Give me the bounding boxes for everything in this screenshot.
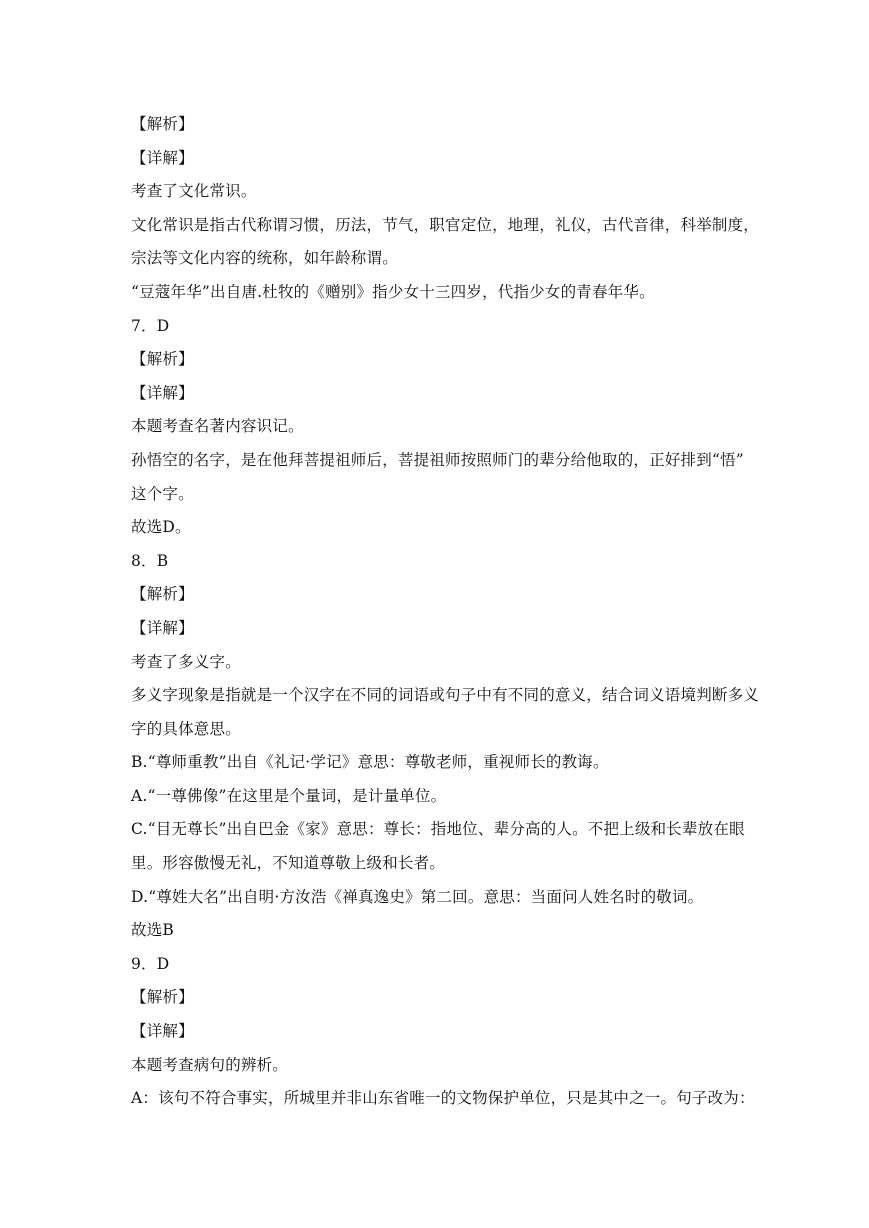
text-line: 孙悟空的名字，是在他拜菩提祖师后，菩提祖师按照师门的辈分给他取的，正好排到“悟” — [131, 450, 744, 469]
section-heading-detail: 【详解】 — [131, 148, 194, 167]
answer-explanation-text — [131, 108, 760, 1116]
section-heading-analysis: 【解析】 — [131, 115, 194, 133]
text-line: 这个字。 — [131, 484, 194, 503]
section-heading-detail: 【详解】 — [131, 1022, 194, 1041]
text-line: 考查了文化常识。 — [131, 182, 257, 201]
text-line: 故选D。 — [131, 518, 191, 537]
text-line: 多义字现象是指就是一个汉字在不同的词语或句子中有不同的意义，结合词义语境判断多义 — [131, 686, 760, 705]
text-line: “豆蔻年华”出自唐.杜牧的《赠别》指少女十三四岁，代指少女的青春年华。 — [131, 282, 655, 301]
section-heading-analysis: 【解析】 — [131, 350, 194, 369]
question-answer-8: 8．B — [131, 551, 169, 570]
text-line: 本题考查名著内容识记。 — [131, 417, 304, 436]
text-line: 文化常识是指古代称谓习惯，历法，节气，职官定位，地理，礼仪，古代音律，科举制度， — [131, 215, 760, 234]
text-line: 本题考查病句的辨析。 — [131, 1055, 289, 1074]
section-heading-detail: 【详解】 — [131, 383, 194, 402]
question-answer-7: 7．D — [131, 316, 170, 335]
question-answer-9: 9．D — [131, 954, 170, 973]
section-heading-analysis: 【解析】 — [131, 585, 194, 604]
text-line: 字的具体意思。 — [131, 719, 241, 738]
text-line: 宗法等文化内容的统称，如年龄称谓。 — [131, 249, 398, 268]
text-line: 故选B — [131, 921, 174, 940]
text-line: 里。形容傲慢无礼，不知道尊敬上级和长者。 — [131, 854, 446, 873]
section-heading-analysis: 【解析】 — [131, 988, 194, 1007]
text-line: D.“尊姓大名”出自明·方汝浩《禅真逸史》第二回。意思：当面问人姓名时的敬词。 — [131, 887, 704, 906]
section-heading-detail: 【详解】 — [131, 618, 194, 637]
text-line: A：该句不符合事实，所城里并非山东省唯一的文物保护单位，只是其中之一。句子改为： — [131, 1089, 755, 1108]
text-line: C.“目无尊长”出自巴金《家》意思：尊长：指地位、辈分高的人。不把上级和长辈放在眼 — [131, 820, 745, 839]
text-line: 考查了多义字。 — [131, 652, 241, 671]
text-line: B.“尊师重教”出自《礼记·学记》意思：尊敬老师，重视师长的教诲。 — [131, 753, 609, 772]
text-line: A.“一尊佛像”在这里是个量词，是计量单位。 — [131, 786, 447, 805]
